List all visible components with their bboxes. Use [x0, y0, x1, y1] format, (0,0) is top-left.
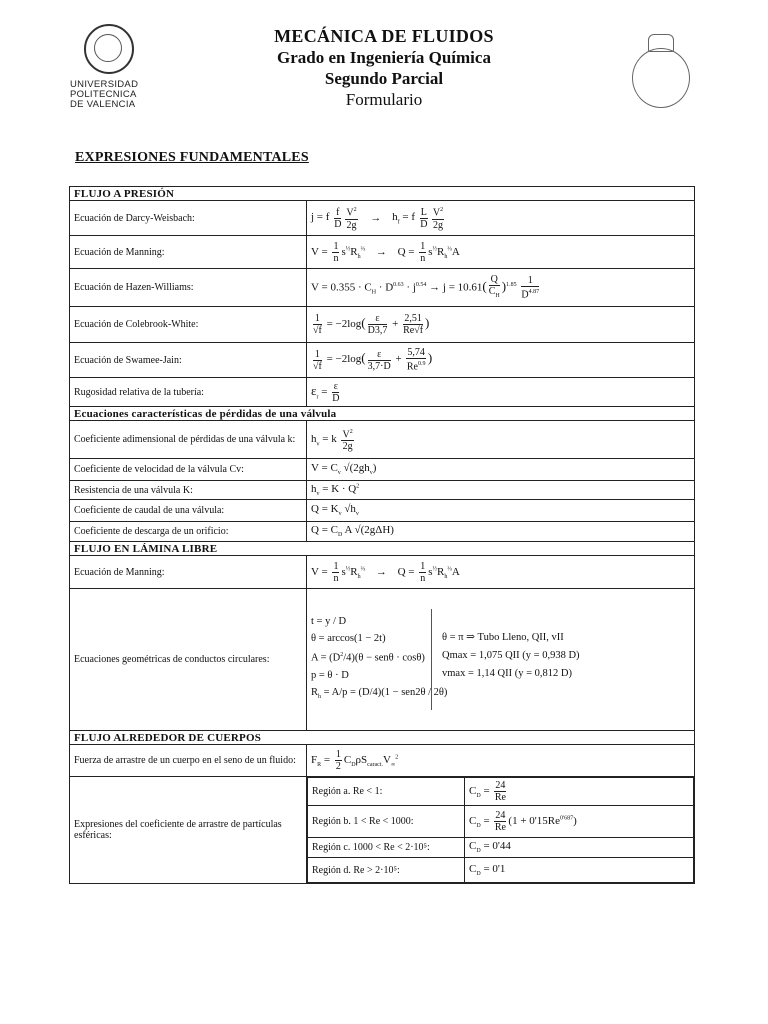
row-label-rugosidad: Rugosidad relativa de la tubería: [70, 378, 307, 407]
row-label-coef-arrastre: Expresiones del coeficiente de arrastre de partículas esféricas: [70, 777, 307, 884]
eq-colebrook: $\frac{1}{√f}$ = −2log( $\frac{\varepsilon}{D3,7}$ + $\frac{2,51}{Re√f}$ ) [307, 307, 695, 343]
course-title: MECÁNICA DE FLUIDOS [274, 26, 494, 46]
eq-coef-adim: $h_v = k$ $\frac{V^2}{2g}$ [307, 421, 695, 459]
row-label-coef-adim: Coeficiente adimensional de pérdidas de una válvula k: [70, 421, 307, 459]
geom-right-3: vmax = 1,14 QII (y = 0,812 D) [442, 668, 572, 680]
region-a-eq: $C_D$ = $\frac{24}{Re}$ [465, 778, 694, 806]
row-label-manning-libre: Ecuación de Manning: [70, 556, 307, 589]
university-name: UNIVERSIDAD POLITECNICA DE VALENCIA [70, 79, 139, 110]
eq-resistencia: $h_v = K \cdot Q^2$ [307, 481, 695, 500]
eq-coef-caudal: $Q = K_v$ $√h_v$ [307, 500, 695, 522]
eq-darcy: j = f $\frac{f}{D}$ $\frac{V^2}{2g}$ → $h_f = f$ $\frac{L}{D}$ $\frac{V^2}{2g}$ [307, 201, 695, 236]
row-label-swamee: Ecuación de Swamee-Jain: [70, 343, 307, 378]
eq-arrastre: $F_R$ = $\frac{1}{2}$ $C_D\rho S_{caract.}V_\infty^2$ [307, 745, 695, 777]
eq-coef-vel: $V = C_v$ $√(2gh_v)$ [307, 459, 695, 481]
group-header-lamina: FLUJO EN LÁMINA LIBRE [70, 542, 695, 556]
group-header-valvula: Ecuaciones características de pérdidas de una válvula [70, 407, 695, 421]
region-d-label: Región d. Re > 2·10⁵: [308, 858, 465, 883]
exam-title: Segundo Parcial [324, 69, 444, 88]
row-label-hazen: Ecuación de Hazen-Williams: [70, 269, 307, 307]
eq-geom: t = y / D θ = arccos(1 − 2t) $A = (D^2/4)(\theta - sen\theta \cdot \cos\theta)$ p = θ · D $R_h = A/p = (D/4)(1 - sen2\theta / 2\theta)$ θ = π ⇒ Tubo Lleno, QII, vII Qmax = 1,075 QII (y = 0,938 D) vmax = 1,14 QII (y = 0,812 D) [307, 589, 695, 731]
row-label-arrastre: Fuerza de arrastre de un cuerpo en el seno de un fluido: [70, 745, 307, 777]
upv-logo [70, 24, 150, 110]
row-label-darcy: Ecuación de Darcy-Weisbach: [70, 201, 307, 236]
upv-seal-icon [84, 24, 134, 74]
school-crest-icon [628, 30, 692, 110]
row-label-colebrook: Ecuación de Colebrook-White: [70, 307, 307, 343]
eq-hazen: $V = 0.355 \cdot C_H \cdot D^{0.63} \cdot j^{0.54} \to j = 10.61$( $\frac{Q}{C_H}$ )$^{1.85}$ $\frac{1}{D^{4.87}}$ [307, 269, 695, 307]
row-label-coef-descarga: Coeficiente de descarga de un orificio: [70, 522, 307, 542]
row-label-coef-vel: Coeficiente de velocidad de la válvula Cv: [70, 459, 307, 481]
eq-manning-libre: V = $\frac{1}{n}$ $s^{\frac{1}{2}}R_h^{\frac{2}{3}} \to Q$ = $\frac{1}{n}$ $s^{\frac{1}{2}}R_h^{\frac{2}{3}}A$ [307, 556, 695, 589]
row-label-coef-caudal: Coeficiente de caudal de una válvula: [70, 500, 307, 522]
geom-right-1: θ = π ⇒ Tubo Lleno, QII, vII [442, 632, 564, 644]
regions-cell [307, 777, 695, 884]
eq-manning: V = $\frac{1}{n}$ $s^{\frac{1}{2}}R_h^{\frac{2}{3}} \to Q$ = $\frac{1}{n}$ $s^{\frac{1}{2}}R_h^{\frac{2}{3}}A$ [307, 236, 695, 269]
region-c-label: Región c. 1000 < Re < 2·10⁵: [308, 838, 465, 858]
doc-type: Formulario [345, 90, 423, 109]
row-label-resistencia: Resistencia de una válvula K: [70, 481, 307, 500]
region-d-eq: $C_D = 0'1$ [465, 858, 694, 883]
group-header-presion: FLUJO A PRESIÓN [70, 187, 695, 201]
eq-coef-descarga: $Q = C_D$ A √(2gΔH) [307, 522, 695, 542]
row-label-manning: Ecuación de Manning: [70, 236, 307, 269]
page-header [0, 0, 768, 120]
regions-table [307, 777, 694, 883]
row-label-geom: Ecuaciones geométricas de conductos circulares: [70, 589, 307, 731]
document-titles [200, 26, 568, 110]
degree-title: Grado en Ingeniería Química [277, 48, 491, 67]
region-b-label: Región b. 1 < Re < 1000: [308, 806, 465, 838]
geom-right-2: Qmax = 1,075 QII (y = 0,938 D) [442, 650, 580, 662]
region-b-eq: $C_D$ = $\frac{24}{Re}$ $(1 + 0'15Re^{0'687})$ [465, 806, 694, 838]
formula-table [69, 186, 695, 884]
group-header-cuerpos: FLUJO ALREDEDOR DE CUERPOS [70, 731, 695, 745]
region-c-eq: $C_D = 0'44$ [465, 838, 694, 858]
eq-swamee: $\frac{1}{√f}$ = −2log( $\frac{\varepsilon}{3,7\cdot D}$ + $\frac{5,74}{Re^{0.9}}$ ) [307, 343, 695, 378]
eq-rugosidad: $\varepsilon_r$ = $\frac{\varepsilon}{D}$ [307, 378, 695, 407]
section-title: EXPRESIONES FUNDAMENTALES [75, 150, 309, 165]
region-a-label: Región a. Re < 1: [308, 778, 465, 806]
